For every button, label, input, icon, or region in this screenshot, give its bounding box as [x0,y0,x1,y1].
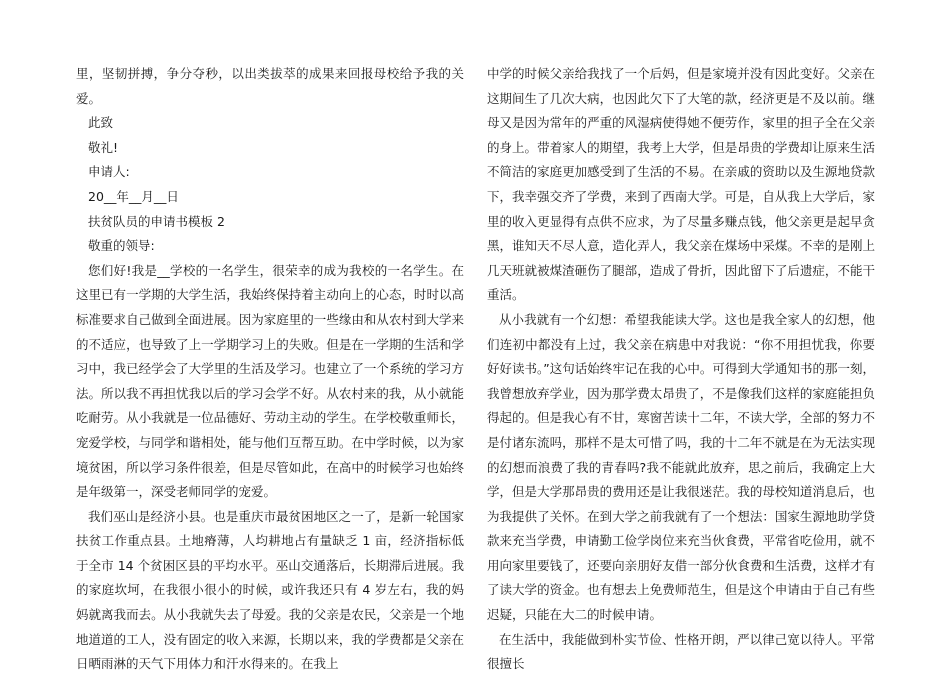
left-column [76,62,464,677]
paragraph-hometown: 我们巫山是经济小县。也是重庆市最贫困地区之一了，是新一轮国家扶贫工作重点县。土地瘠薄，人均耕地占有量缺乏 1 亩，经济指标低于全市 14 个贫困区县的平均水平。巫山交通落后，长期滞后进展。我的家庭坎坷，在我很小很小的时候，或许我还只有 4 岁左右，我的妈妈就离我而去。从小我就失去了母爱。我的父亲是农民，父亲是一个地地道道的工人，没有固定的收入来源，长期以来，我的学费都是父亲在日晒雨淋的天气下用体力和汗水得来的。在我上 [76,508,464,672]
paragraph-intro: 您们好!我是__学校的一名学生，很荣幸的成为我校的一名学生。在这里已有一学期的大学生活，我始终保持着主动向上的心态，时时以高标准要求自己做到全面进展。因为家庭里的一些缘由和从农村到大学来的不适应，也导致了上一学期学习上的失败。但是在一学期的生活和学习中，我已经学会了大学里的生活及学习。也建立了一个系统的学习方法。所以我不再担忧我以后的学习会学不好。从农村来的我，从小就能吃耐劳。从小我就是一位品德好、劳动主动的学生。在学校敬重师长，宠爱学校，与同学和谐相处，能与他们互帮互助。在中学时候，以为家境贫困，所以学习条件很差，但是尽管如此，在高中的时候学习也始终是年级第一，深受老师同学的宠爱。 [76,262,464,500]
greeting: 敬重的领导: [88,238,155,254]
applicant-label: 申请人: [88,164,130,180]
date-line: 20__年__月__日 [88,188,179,204]
salutation-jingli: 敬礼! [88,139,119,155]
paragraph-dream: 从小我就有一个幻想：希望我能读大学。这也是我全家人的幻想，他们连初中都没有上过，我父亲在病患中对我说：“你不用担忧我，你要好好读书。”这句话始终牢记在我的心中。可得到大学通知书的那一刻，我曾想放弃学业，因为那学费太昂贵了，不是像我们这样的家庭能担负得起的。但是我心有不甘，寒窗苦读十二年，不读大学，全部的努力不是付诸东流吗，那样不是太可惜了吗，我的十二年不就是在为无法实现的幻想而浪费了我的青春吗?我不能就此放弃，思之前后，我确定上大学，但是大学那昂贵的费用还是让我很迷茫。我的母校知道消息后，也为我提供了关怀。在到大学之前我就有了一个想法：国家生源地助学贷款来充当学费，申请勤工俭学岗位来充当伙食费，平常省吃俭用，就不用向家里要钱了，还要向亲朋好友借一部分伙食费和生活费，这样才有了读大学的资金。也有想去上免费师范生，但是这个申请由于自己有些迟疑，只能在大二的时候申请。 [487,311,875,623]
salutation-cizhi: 此致 [88,115,114,131]
paragraph-family: 中学的时候父亲给我找了一个后妈，但是家境并没有因此变好。父亲在这期间生了几次大病，也因此欠下了大笔的款，经济更是不及以前。继母又是因为常年的严重的风湿病使得她不便劳作，家里的担子全在父亲的身上。带着家人的期望，我考上大学，但是昂贵的学费却让原来生活不简洁的家庭更加感受到了生活的不易。在亲戚的资助以及生源地贷款下，我幸强交齐了学费，来到了西南大学。可是，自从我上大学后，家里的收入更显得有点供不应求，为了尽量多赚点钱，他父亲更是起早贪黑，谁知天不尽人意，造化弄人，我父亲在煤场中采煤。不幸的是刚上几天班就被煤渣砸伤了腿部，造成了骨折，因此留下了后遗症，不能干重活。 [487,66,875,303]
paragraph-closing: 里，坚韧拼搏，争分夺秒，以出类拔萃的成果来回报母校给予我的关爱。 [76,66,464,106]
paragraph-life: 在生活中，我能做到朴实节俭、性格开朗，严以律己宽以待人。平常很擅长 [487,631,875,672]
right-column [487,62,875,677]
section-title: 扶贫队员的申请书模板 2 [88,213,225,229]
